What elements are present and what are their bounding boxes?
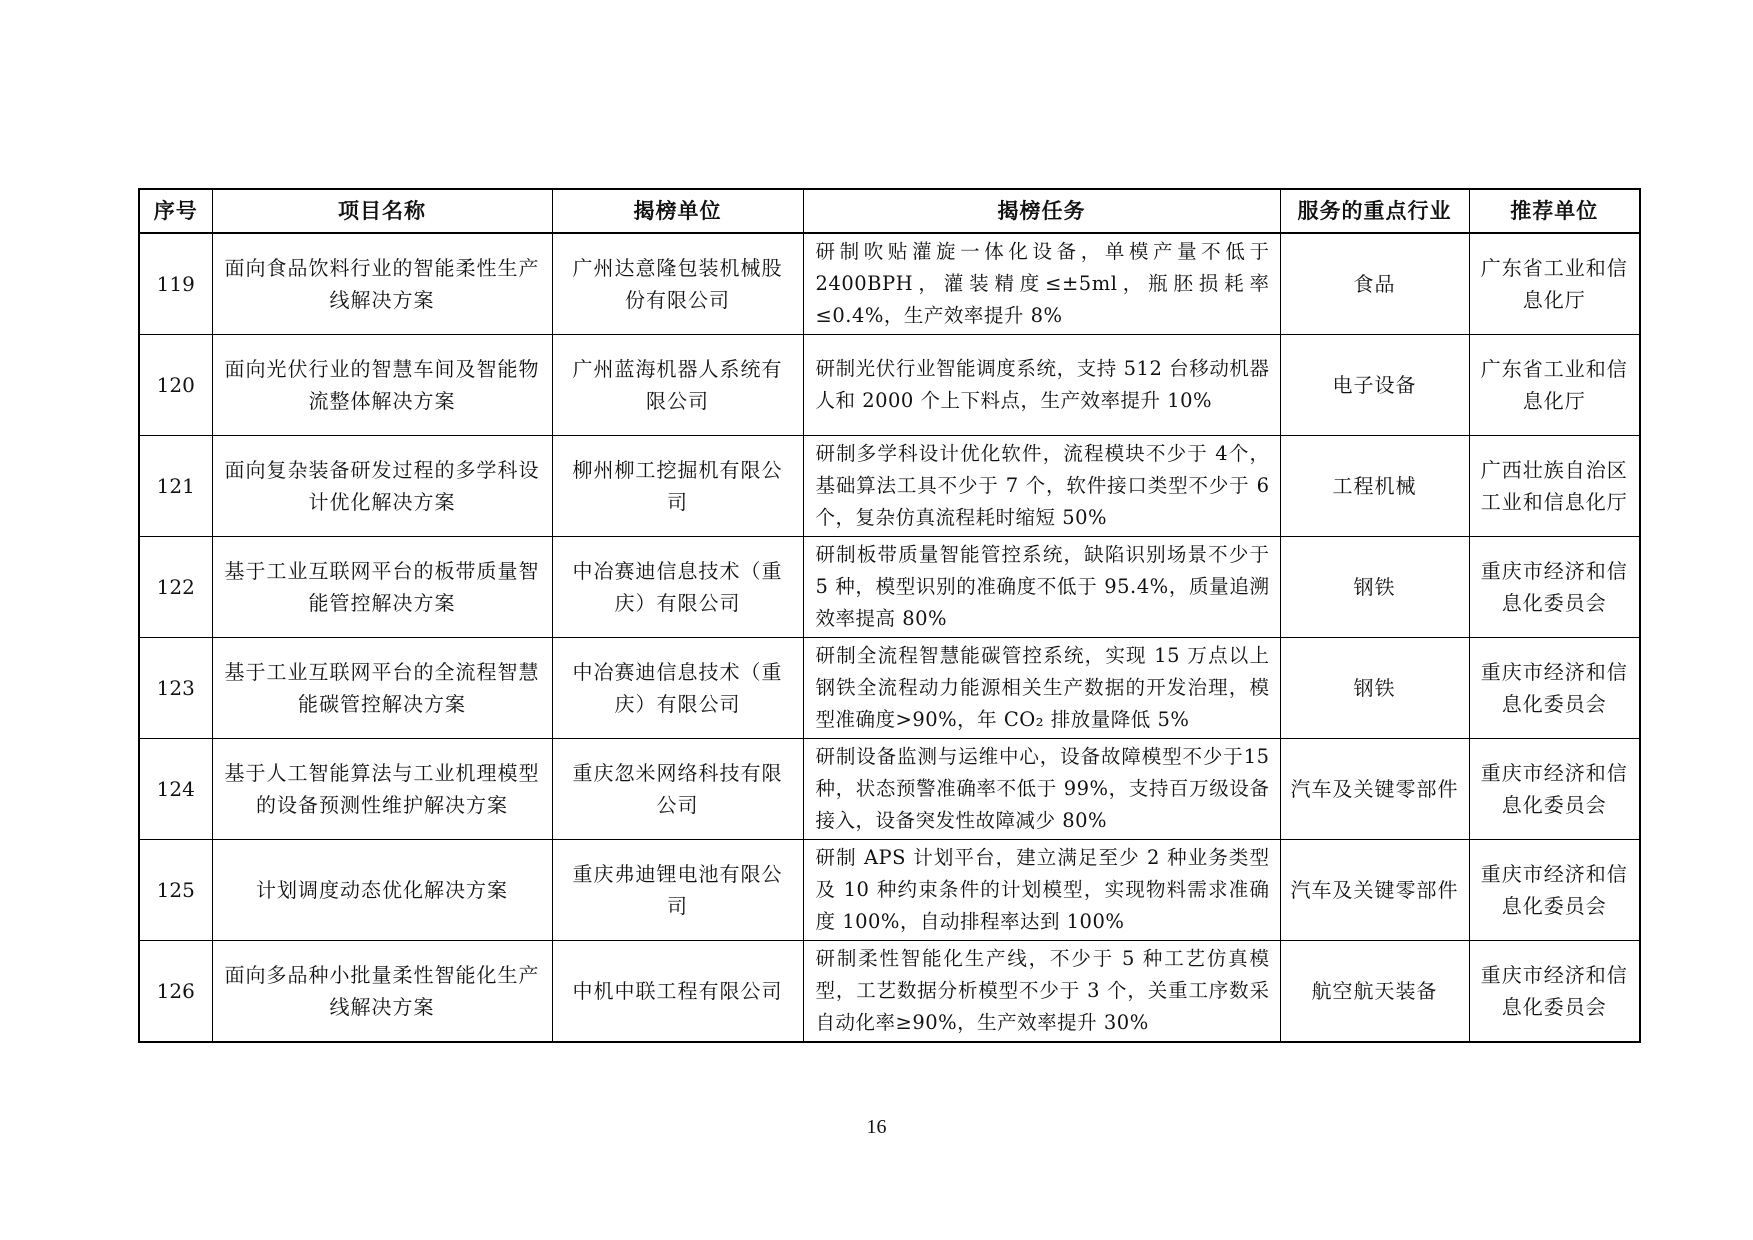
page-number: 16 (866, 1116, 887, 1138)
table-row (139, 941, 1640, 1043)
cell-project-name: 面向复杂装备研发过程的多学科设计优化解决方案 (212, 436, 552, 537)
cell-seq: 123 (139, 638, 212, 739)
cell-unit: 广州达意隆包装机械股份有限公司 (552, 233, 803, 335)
cell-task: 研制全流程智慧能碳管控系统，实现 15 万点以上钢铁全流程动力能源相关生产数据的开发治理，模型准确度>90%，年 CO₂ 排放量降低 5% (803, 638, 1280, 739)
cell-recommender: 广西壮族自治区工业和信息化厅 (1469, 436, 1640, 537)
header-row (139, 189, 1640, 233)
cell-seq: 122 (139, 537, 212, 638)
cell-industry: 食品 (1280, 233, 1469, 335)
cell-unit: 中机中联工程有限公司 (552, 941, 803, 1043)
cell-unit: 柳州柳工挖掘机有限公司 (552, 436, 803, 537)
cell-project-name: 面向光伏行业的智慧车间及智能物流整体解决方案 (212, 335, 552, 436)
cell-industry: 电子设备 (1280, 335, 1469, 436)
cell-project-name: 面向食品饮料行业的智能柔性生产线解决方案 (212, 233, 552, 335)
cell-project-name: 基于人工智能算法与工业机理模型的设备预测性维护解决方案 (212, 739, 552, 840)
header-recommender: 推荐单位 (1469, 189, 1640, 233)
cell-unit: 重庆弗迪锂电池有限公司 (552, 840, 803, 941)
cell-task: 研制 APS 计划平台，建立满足至少 2 种业务类型及 10 种约束条件的计划模型，实现物料需求准确度 100%，自动排程率达到 100% (803, 840, 1280, 941)
projects-table (138, 188, 1641, 1043)
cell-industry: 汽车及关键零部件 (1280, 840, 1469, 941)
cell-recommender: 重庆市经济和信息化委员会 (1469, 537, 1640, 638)
cell-unit: 中冶赛迪信息技术（重庆）有限公司 (552, 638, 803, 739)
cell-task: 研制吹贴灌旋一体化设备，单模产量不低于2400BPH，灌装精度≤±5ml，瓶胚损耗率≤0.4%，生产效率提升 8% (803, 233, 1280, 335)
cell-seq: 120 (139, 335, 212, 436)
cell-unit: 广州蓝海机器人系统有限公司 (552, 335, 803, 436)
table-body (139, 233, 1640, 1042)
header-seq: 序号 (139, 189, 212, 233)
table-row (139, 436, 1640, 537)
cell-industry: 工程机械 (1280, 436, 1469, 537)
cell-unit: 重庆忽米网络科技有限公司 (552, 739, 803, 840)
table-row (139, 638, 1640, 739)
cell-industry: 钢铁 (1280, 537, 1469, 638)
cell-task: 研制光伏行业智能调度系统，支持 512 台移动机器人和 2000 个上下料点，生产效率提升 10% (803, 335, 1280, 436)
header-task: 揭榜任务 (803, 189, 1280, 233)
cell-industry: 汽车及关键零部件 (1280, 739, 1469, 840)
cell-project-name: 计划调度动态优化解决方案 (212, 840, 552, 941)
cell-recommender: 重庆市经济和信息化委员会 (1469, 739, 1640, 840)
cell-task: 研制板带质量智能管控系统，缺陷识别场景不少于 5 种，模型识别的准确度不低于 95.4%，质量追溯效率提高 80% (803, 537, 1280, 638)
cell-unit: 中冶赛迪信息技术（重庆）有限公司 (552, 537, 803, 638)
table-row (139, 233, 1640, 335)
header-project-name: 项目名称 (212, 189, 552, 233)
table-row (139, 739, 1640, 840)
table-row (139, 840, 1640, 941)
cell-recommender: 广东省工业和信息化厅 (1469, 335, 1640, 436)
cell-seq: 121 (139, 436, 212, 537)
header-unit: 揭榜单位 (552, 189, 803, 233)
cell-project-name: 面向多品种小批量柔性智能化生产线解决方案 (212, 941, 552, 1043)
cell-project-name: 基于工业互联网平台的板带质量智能管控解决方案 (212, 537, 552, 638)
cell-recommender: 广东省工业和信息化厅 (1469, 233, 1640, 335)
cell-task: 研制柔性智能化生产线，不少于 5 种工艺仿真模型，工艺数据分析模型不少于 3 个，关重工序数采自动化率≥90%，生产效率提升 30% (803, 941, 1280, 1043)
cell-seq: 119 (139, 233, 212, 335)
cell-task: 研制多学科设计优化软件，流程模块不少于 4个，基础算法工具不少于 7 个，软件接口类型不少于 6 个，复杂仿真流程耗时缩短 50% (803, 436, 1280, 537)
cell-recommender: 重庆市经济和信息化委员会 (1469, 941, 1640, 1043)
cell-seq: 124 (139, 739, 212, 840)
cell-project-name: 基于工业互联网平台的全流程智慧能碳管控解决方案 (212, 638, 552, 739)
cell-recommender: 重庆市经济和信息化委员会 (1469, 638, 1640, 739)
cell-task: 研制设备监测与运维中心，设备故障模型不少于15 种，状态预警准确率不低于 99%，支持百万级设备接入，设备突发性故障减少 80% (803, 739, 1280, 840)
table-header (139, 189, 1640, 233)
header-industry: 服务的重点行业 (1280, 189, 1469, 233)
table-row (139, 537, 1640, 638)
cell-seq: 126 (139, 941, 212, 1043)
cell-seq: 125 (139, 840, 212, 941)
cell-industry: 航空航天装备 (1280, 941, 1469, 1043)
cell-industry: 钢铁 (1280, 638, 1469, 739)
cell-recommender: 重庆市经济和信息化委员会 (1469, 840, 1640, 941)
table-row (139, 335, 1640, 436)
